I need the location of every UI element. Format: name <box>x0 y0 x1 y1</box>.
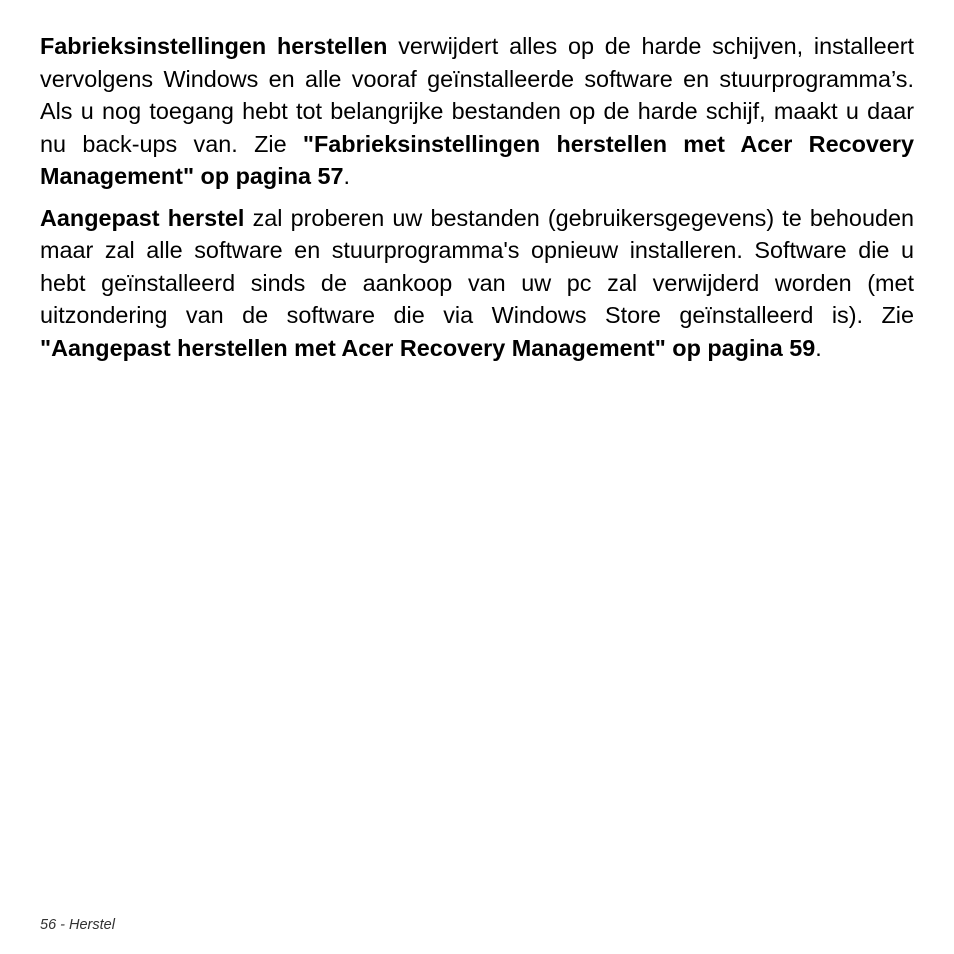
page-content <box>40 30 914 373</box>
paragraph-factory-reset <box>40 30 914 193</box>
custom-recovery-description: zal proberen uw bestanden (gebruikersgegevens) te behouden maar zal alle software en stuurprogramma's opnieuw installeren. Software die u hebt geïnstalleerd sinds de aankoop van uw pc zal verwijderd worden (met uitzondering van de software die via Windows Store geïnstalleerd is). Zie <box>40 204 914 328</box>
term-custom-recovery: Aangepast herstel <box>40 204 245 231</box>
page-footer: 56 - Herstel <box>40 917 115 933</box>
paragraph-end-punctuation: . <box>343 163 351 189</box>
reference-factory-reset[interactable]: "Fabrieksinstellingen herstellen met Acer Recovery Management" op pagina 57 <box>40 130 914 189</box>
paragraph-end-punctuation: . <box>815 334 822 361</box>
reference-custom-recovery[interactable]: "Aangepast herstellen met Acer Recovery Management" op pagina 59 <box>40 334 816 361</box>
term-factory-reset: Fabrieksinstellingen herstellen <box>40 33 388 59</box>
paragraph-custom-recovery <box>40 202 914 365</box>
factory-reset-description: verwijdert alles op de harde schijven, installeert vervolgens Windows en alle vooraf geïnstalleerde software en stuurprogramma’s. Als u nog toegang hebt tot belangrijke bestanden op de harde schijf, maakt u daar nu back-ups van. Zie <box>40 33 914 157</box>
